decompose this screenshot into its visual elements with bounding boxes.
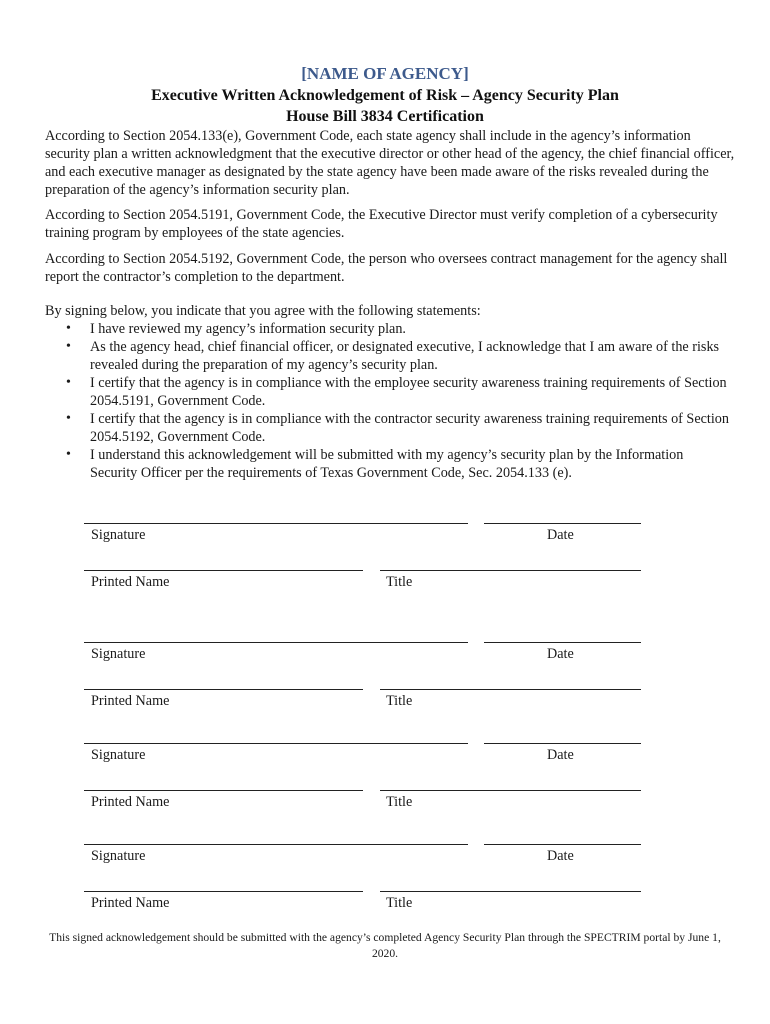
bullet-icon: • xyxy=(66,321,71,336)
signature-label: Signature xyxy=(91,646,146,662)
list-item xyxy=(62,338,732,374)
paragraph-section-2054-5191: According to Section 2054.5191, Government Code, the Executive Director must verify completion of a cybersecurity training program by employees of the state agencies. xyxy=(45,207,718,241)
title-label: Title xyxy=(386,895,413,911)
list-item xyxy=(62,320,732,338)
signature-label: Signature xyxy=(91,527,146,543)
statements-intro: By signing below, you indicate that you agree with the following statements: xyxy=(45,303,481,319)
date-label: Date xyxy=(547,848,574,864)
printed-name-label: Printed Name xyxy=(91,574,170,590)
title-line[interactable] xyxy=(380,570,641,571)
paragraph-section-2054-133: According to Section 2054.133(e), Government Code, each state agency shall include in the agency’s information security plan a written acknowledgment that the executive director or other head of the agency, the chief financial officer, and each executive manager as designated by the state agency have been made aware of the risks revealed during the preparation of the agency’s information security plan. xyxy=(45,128,735,198)
signature-line[interactable] xyxy=(84,844,468,845)
date-line[interactable] xyxy=(484,844,641,845)
date-label: Date xyxy=(547,747,574,763)
document-title: Executive Written Acknowledgement of Risk – Agency Security Plan xyxy=(151,87,619,104)
statement-text: I certify that the agency is in compliance with the employee security awareness training requirements of Section 2054.5191, Government Code. xyxy=(90,375,727,409)
date-line[interactable] xyxy=(484,743,641,744)
title-line[interactable] xyxy=(380,689,641,690)
signature-line[interactable] xyxy=(84,743,468,744)
date-line[interactable] xyxy=(484,642,641,643)
bullet-icon: • xyxy=(66,339,71,354)
printed-name-line[interactable] xyxy=(84,570,363,571)
printed-name-label: Printed Name xyxy=(91,693,170,709)
printed-name-label: Printed Name xyxy=(91,794,170,810)
signature-line[interactable] xyxy=(84,523,468,524)
date-label: Date xyxy=(547,527,574,543)
title-line[interactable] xyxy=(380,891,641,892)
list-item xyxy=(62,410,732,446)
date-line[interactable] xyxy=(484,523,641,524)
list-item xyxy=(62,446,732,482)
printed-name-line[interactable] xyxy=(84,689,363,690)
statements-list xyxy=(62,320,732,482)
agency-name: [NAME OF AGENCY] xyxy=(301,64,469,83)
statement-text: As the agency head, chief financial officer, or designated executive, I acknowledge that I am aware of the risks revealed during the preparation of my agency’s security plan. xyxy=(90,339,720,373)
submission-note: This signed acknowledgement should be submitted with the agency’s completed Agency Security Plan through the SPECTRIM portal by June 1, 2020. xyxy=(49,931,721,960)
printed-name-line[interactable] xyxy=(84,790,363,791)
printed-name-line[interactable] xyxy=(84,891,363,892)
document-subtitle: House Bill 3834 Certification xyxy=(286,108,484,125)
bullet-icon: • xyxy=(66,411,71,426)
signature-label: Signature xyxy=(91,747,146,763)
statement-text: I understand this acknowledgement will be submitted with my agency’s security plan by the Information Security Officer per the requirements of Texas Government Code, Sec. 2054.133 (e). xyxy=(90,447,684,481)
bullet-icon: • xyxy=(66,375,71,390)
date-label: Date xyxy=(547,646,574,662)
paragraph-section-2054-5192: According to Section 2054.5192, Government Code, the person who oversees contract management for the agency shall report the contractor’s completion to the department. xyxy=(45,251,728,285)
title-label: Title xyxy=(386,693,413,709)
bullet-icon: • xyxy=(66,447,71,462)
statement-text: I certify that the agency is in compliance with the contractor security awareness training requirements of Section 2054.5192, Government Code. xyxy=(90,411,729,445)
title-label: Title xyxy=(386,794,413,810)
list-item xyxy=(62,374,732,410)
statement-text: I have reviewed my agency’s information security plan. xyxy=(90,321,406,337)
title-label: Title xyxy=(386,574,413,590)
title-line[interactable] xyxy=(380,790,641,791)
signature-line[interactable] xyxy=(84,642,468,643)
signature-label: Signature xyxy=(91,848,146,864)
printed-name-label: Printed Name xyxy=(91,895,170,911)
